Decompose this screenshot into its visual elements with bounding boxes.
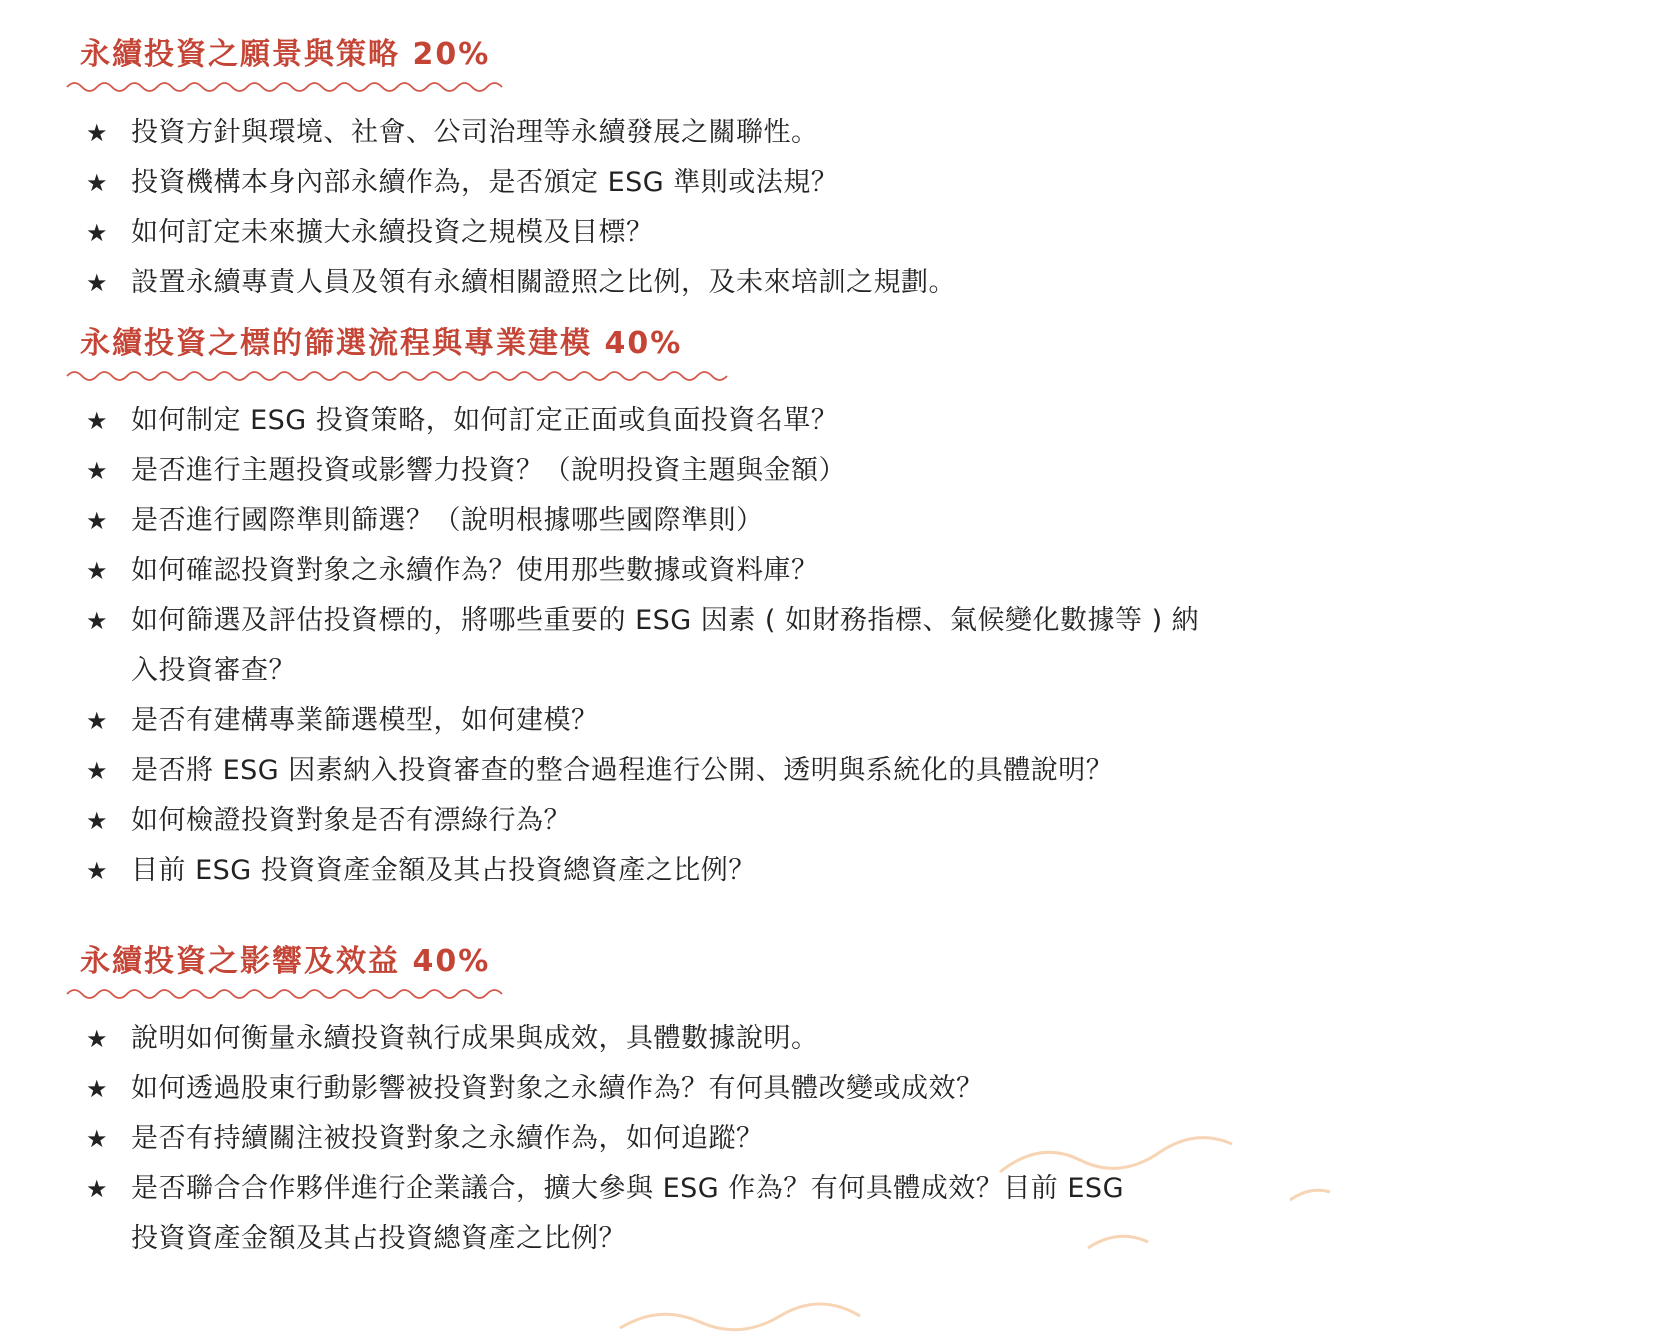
star-bullet-icon: ★ — [86, 557, 109, 585]
list-item — [86, 696, 1216, 746]
item-text: 如何透過股東行動影響被投資對象之永續作為？有何具體改變或成效？ — [131, 1073, 984, 1104]
star-bullet-icon: ★ — [86, 807, 109, 835]
star-bullet-icon: ★ — [86, 757, 109, 785]
star-bullet-icon: ★ — [86, 857, 109, 885]
list-item — [86, 1114, 1216, 1164]
wavy-underline-path — [67, 372, 727, 380]
item-text: 如何篩選及評估投資標的，將哪些重要的 ESG 因素 ( 如財務指標、氣候變化數據等 ) 納入投資審查？ — [131, 605, 1200, 686]
list-item — [86, 446, 1216, 496]
item-text: 投資方針與環境、社會、公司治理等永續發展之關聯性。 — [131, 117, 819, 148]
section-heading: 永續投資之願景與策略 20% — [80, 37, 491, 72]
star-bullet-icon: ★ — [86, 219, 109, 247]
criteria-list — [86, 1014, 1216, 1264]
criteria-list — [86, 396, 1216, 896]
star-bullet-icon: ★ — [86, 169, 109, 197]
list-item — [86, 158, 1216, 208]
item-text: 設置永續專責人員及領有永續相關證照之比例，及未來培訓之規劃。 — [131, 267, 956, 298]
list-item — [86, 1014, 1216, 1064]
star-bullet-icon: ★ — [86, 1125, 109, 1153]
decorative-wave — [1290, 1190, 1330, 1200]
item-text: 如何訂定未來擴大永續投資之規模及目標？ — [131, 217, 654, 248]
star-bullet-icon: ★ — [86, 507, 109, 535]
item-text: 是否有建構專業篩選模型，如何建模？ — [131, 705, 599, 736]
star-bullet-icon: ★ — [86, 457, 109, 485]
item-text: 目前 ESG 投資資產金額及其占投資總資產之比例？ — [131, 855, 756, 886]
criteria-list — [86, 108, 1216, 308]
list-item — [86, 208, 1216, 258]
wavy-underline — [64, 987, 510, 1001]
list-item — [86, 1164, 1131, 1264]
star-bullet-icon: ★ — [86, 269, 109, 297]
item-text: 如何檢證投資對象是否有漂綠行為？ — [131, 805, 571, 836]
wavy-underline-path — [67, 83, 502, 91]
item-text: 是否進行主題投資或影響力投資？（說明投資主題與金額） — [131, 455, 846, 486]
wavy-underline-path — [67, 990, 502, 998]
list-item — [86, 846, 1216, 896]
list-item — [86, 396, 1216, 446]
wavy-underline — [64, 80, 510, 94]
item-text: 是否聯合合作夥伴進行企業議合，擴大參與 ESG 作為？有何具體成效？目前 ESG 投資資產金額及其占投資總資產之比例？ — [131, 1173, 1124, 1254]
list-item — [86, 108, 1216, 158]
list-item — [86, 596, 1216, 696]
item-text: 是否有持續關注被投資對象之永續作為，如何追蹤？ — [131, 1123, 764, 1154]
item-text: 如何確認投資對象之永續作為？使用那些數據或資料庫？ — [131, 555, 819, 586]
star-bullet-icon: ★ — [86, 119, 109, 147]
star-bullet-icon: ★ — [86, 607, 109, 635]
list-item — [86, 258, 1216, 308]
item-text: 如何制定 ESG 投資策略，如何訂定正面或負面投資名單？ — [131, 405, 839, 436]
decorative-wave — [620, 1304, 860, 1330]
list-item — [86, 1064, 1216, 1114]
item-text: 是否將 ESG 因素納入投資審查的整合過程進行公開、透明與系統化的具體說明？ — [131, 755, 1114, 786]
item-text: 說明如何衡量永續投資執行成果與成效，具體數據說明。 — [131, 1023, 819, 1054]
star-bullet-icon: ★ — [86, 1175, 109, 1203]
section-heading: 永續投資之影響及效益 40% — [80, 944, 491, 979]
list-item — [86, 546, 1216, 596]
item-text: 投資機構本身內部永續作為，是否頒定 ESG 準則或法規？ — [131, 167, 839, 198]
item-text: 是否進行國際準則篩選？（說明根據哪些國際準則） — [131, 505, 764, 536]
wavy-underline — [64, 369, 730, 383]
list-item — [86, 796, 1216, 846]
star-bullet-icon: ★ — [86, 1025, 109, 1053]
list-item — [86, 496, 1216, 546]
star-bullet-icon: ★ — [86, 407, 109, 435]
list-item — [86, 746, 1216, 796]
section-heading: 永續投資之標的篩選流程與專業建模 40% — [80, 326, 683, 361]
star-bullet-icon: ★ — [86, 707, 109, 735]
star-bullet-icon: ★ — [86, 1075, 109, 1103]
